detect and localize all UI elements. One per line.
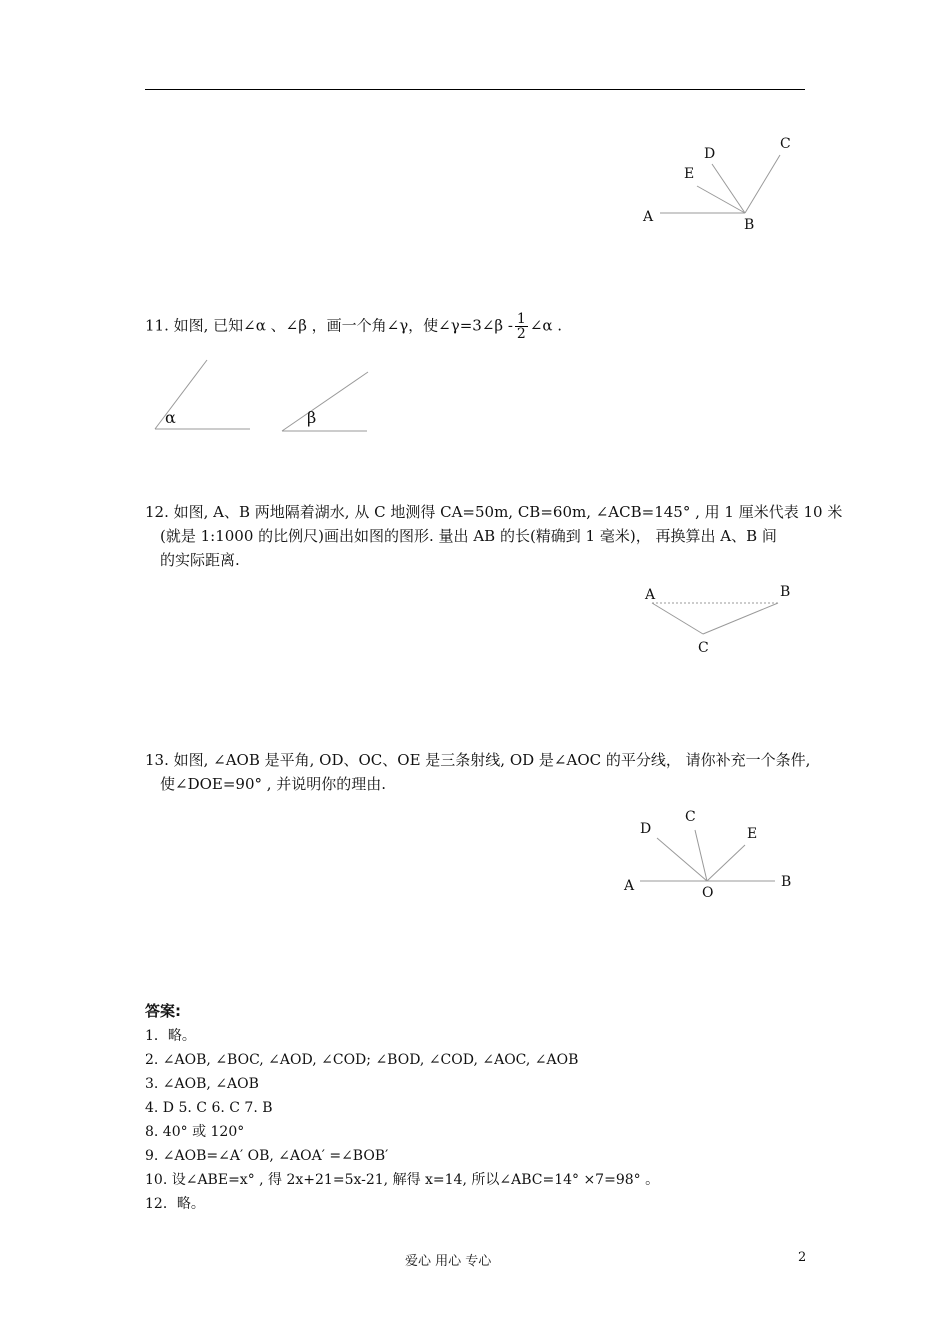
label-E-13: E bbox=[747, 826, 758, 842]
label-beta: β bbox=[307, 408, 317, 427]
q12-line2: (就是 1:1000 的比例尺)画出如图的图形. 量出 AB 的长(精确到 1 毫米)， 再换算出 A、B 间 bbox=[160, 527, 777, 545]
segment-CB bbox=[703, 603, 778, 634]
alpha-side-2 bbox=[155, 360, 207, 429]
footer-slogan: 爱心 用心 专心 bbox=[405, 1254, 492, 1269]
label-E: E bbox=[684, 166, 695, 182]
label-D-13: D bbox=[640, 821, 652, 837]
answer-12: 12．略。 bbox=[145, 1196, 205, 1212]
q12-line3: 的实际距离. bbox=[160, 551, 240, 569]
label-alpha: α bbox=[165, 408, 176, 427]
label-A-12: A bbox=[645, 587, 656, 603]
q11-frac-num: 1 bbox=[516, 311, 526, 327]
answers-title: 答案: bbox=[145, 1002, 181, 1020]
q11-text-a: 11. 如图, 已知∠α 、∠β ，画一个角∠γ，使∠γ=3∠β - bbox=[145, 316, 513, 335]
q13-line2: 使∠DOE=90° , 并说明你的理由. bbox=[160, 775, 387, 793]
beta-side-2 bbox=[282, 372, 368, 431]
figure-11 bbox=[155, 360, 368, 431]
question-11 bbox=[145, 312, 815, 341]
label-B-12: B bbox=[780, 584, 791, 600]
label-A: A bbox=[643, 209, 654, 225]
answer-8: 8. 40° 或 120° bbox=[145, 1124, 245, 1140]
q11-fraction bbox=[515, 312, 528, 341]
answer-10: 10. 设∠ABE=x° , 得 2x+21=5x-21, 解得 x=14, 所以∠ABC=14° ×7=98° 。 bbox=[145, 1172, 660, 1188]
answer-1: 1．略。 bbox=[145, 1028, 196, 1044]
page-number: 2 bbox=[798, 1250, 807, 1265]
answer-9: 9. ∠AOB=∠A′ OB, ∠AOA′ =∠BOB′ bbox=[145, 1148, 389, 1164]
figure-12 bbox=[652, 603, 778, 634]
answer-3: 3. ∠AOB, ∠AOB bbox=[145, 1076, 259, 1092]
label-O-13: O bbox=[702, 885, 714, 901]
q11-text-b: ∠α . bbox=[529, 316, 563, 335]
label-D: D bbox=[704, 146, 716, 162]
ray-OD bbox=[657, 838, 707, 881]
q11-frac-den: 2 bbox=[516, 326, 526, 342]
ray-OC bbox=[695, 830, 707, 881]
ray-OE bbox=[707, 845, 745, 881]
question-12 bbox=[145, 500, 843, 572]
label-C-12: C bbox=[698, 640, 709, 656]
ray-BE bbox=[697, 186, 745, 213]
question-13 bbox=[145, 748, 815, 796]
label-C: C bbox=[780, 136, 791, 152]
segment-AC bbox=[652, 603, 703, 634]
ray-BC bbox=[745, 155, 780, 213]
label-A-13: A bbox=[624, 878, 635, 894]
q12-line1: 12. 如图, A、B 两地隔着湖水, 从 C 地测得 CA=50m, CB=60m, ∠ACB=145° , 用 1 厘米代表 10 米 bbox=[145, 503, 843, 521]
ray-BD bbox=[712, 164, 745, 213]
answer-2: 2. ∠AOB, ∠BOC, ∠AOD, ∠COD; ∠BOD, ∠COD, ∠AOC, ∠AOB bbox=[145, 1052, 579, 1068]
q13-line1: 13. 如图, ∠AOB 是平角, OD、OC、OE 是三条射线, OD 是∠AOC 的平分线， 请你补充一个条件, bbox=[145, 751, 811, 769]
label-B: B bbox=[744, 217, 755, 233]
label-B-13: B bbox=[781, 874, 792, 890]
label-C-13: C bbox=[685, 809, 696, 825]
answer-4-7: 4. D 5. C 6. C 7. B bbox=[145, 1100, 273, 1116]
